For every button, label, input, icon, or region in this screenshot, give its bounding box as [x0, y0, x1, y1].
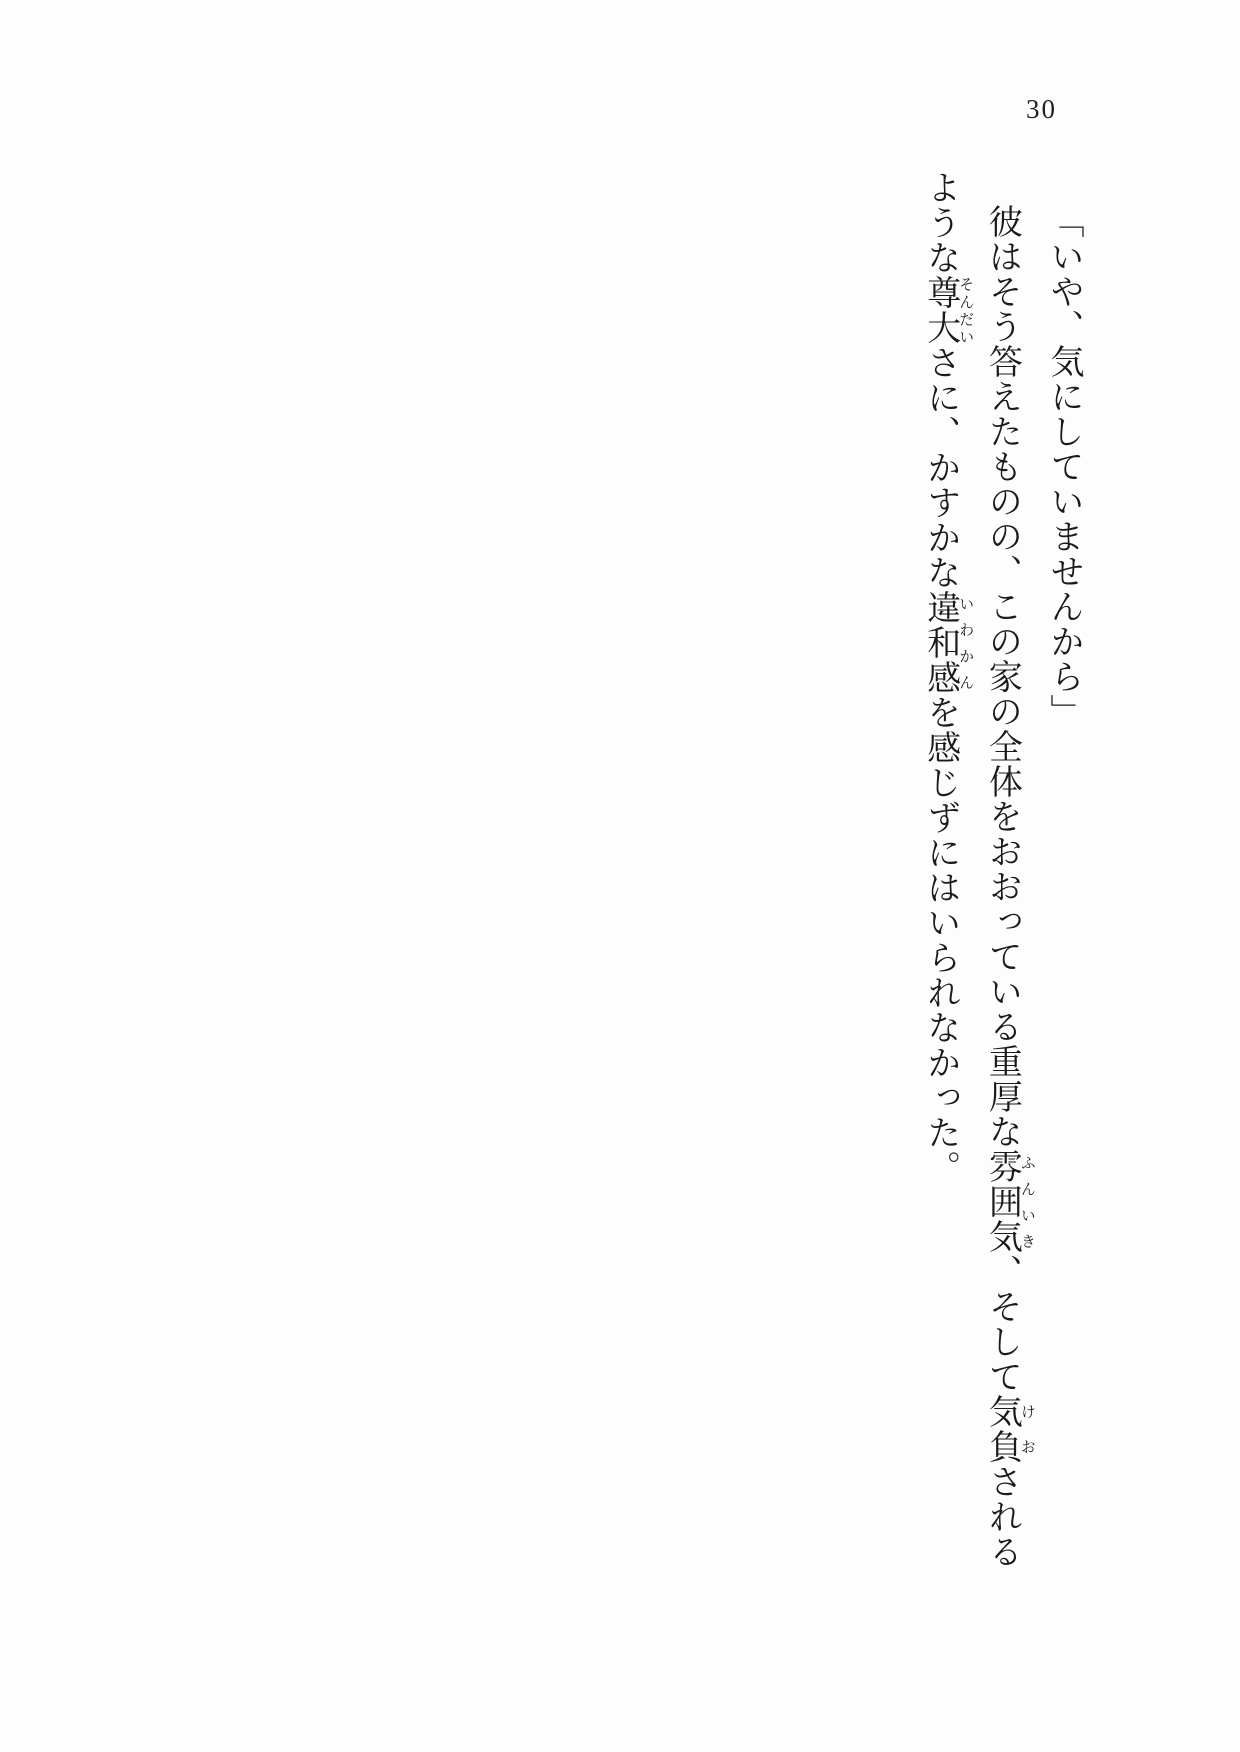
ruby-annotated-word: 尊大そんだい	[921, 275, 974, 345]
furigana: そんだい	[957, 275, 974, 345]
ruby-annotated-word: 雰囲気ふんいき	[983, 1149, 1035, 1254]
text-line-2: 彼はそう答えたものの、この家の全体をおおっている重厚な雰囲気ふんいき、そして気負けおされる	[983, 204, 1035, 1569]
furigana: いわかん	[957, 590, 974, 695]
page-number: 30	[1026, 94, 1057, 124]
ruby-annotated-word: 気負けお	[983, 1394, 1035, 1464]
furigana: けお	[1018, 1394, 1035, 1464]
text-line-1: 「いや、気にしていませんから」	[1045, 204, 1082, 729]
furigana: ふんいき	[1018, 1149, 1035, 1254]
ruby-annotated-word: 違和感いわかん	[921, 590, 974, 695]
text-line-3: ような尊大そんだいさに、かすかな違和感いわかんを感じずにはいられなかった。	[921, 170, 974, 1185]
vertical-text-block	[912, 170, 1092, 1600]
